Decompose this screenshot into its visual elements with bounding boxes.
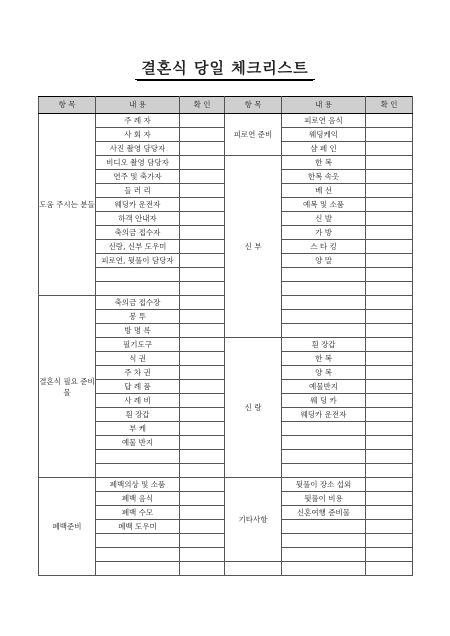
item-cell: 흰 장갑: [96, 408, 180, 422]
check-cell[interactable]: [366, 548, 413, 562]
check-cell[interactable]: [366, 268, 413, 282]
item-cell: [96, 534, 180, 548]
check-cell[interactable]: [366, 198, 413, 212]
check-cell[interactable]: [366, 492, 413, 506]
category-cell: 신 랑: [225, 338, 282, 478]
item-cell: 축의금 접수장: [96, 296, 180, 310]
item-cell: 샴 페 인: [282, 142, 366, 156]
item-cell: 웨 딩 카: [282, 394, 366, 408]
item-cell: 폐백의상 및 소품: [96, 478, 180, 492]
check-cell[interactable]: [366, 254, 413, 268]
check-cell[interactable]: [180, 128, 225, 142]
category-cell: 신 부: [225, 156, 282, 338]
item-cell: 폐백 수모: [96, 506, 180, 520]
item-cell: 방 명 록: [96, 324, 180, 338]
item-cell: 예복 및 소품: [282, 198, 366, 212]
check-cell[interactable]: [180, 534, 225, 548]
item-cell: 봉 투: [96, 310, 180, 324]
table-row: [39, 478, 413, 492]
item-cell: [282, 282, 366, 296]
item-cell: 스 타 킹: [282, 240, 366, 254]
category-cell: 피로연 준비: [225, 114, 282, 156]
empty-cell: [225, 562, 282, 576]
check-cell[interactable]: [180, 296, 225, 310]
check-cell[interactable]: [180, 142, 225, 156]
check-cell[interactable]: [366, 408, 413, 422]
table-row: [39, 114, 413, 128]
check-cell[interactable]: [180, 338, 225, 352]
item-cell: 뒷풀이 장소 섭외: [282, 478, 366, 492]
check-cell[interactable]: [366, 380, 413, 394]
item-cell: 하객 안내자: [96, 212, 180, 226]
item-cell: [282, 268, 366, 282]
check-cell[interactable]: [180, 380, 225, 394]
item-cell: [282, 534, 366, 548]
check-cell[interactable]: [366, 142, 413, 156]
item-cell: 신 발: [282, 212, 366, 226]
item-cell: 뒷풀이 비용: [282, 492, 366, 506]
item-cell: [96, 450, 180, 464]
check-cell[interactable]: [180, 422, 225, 436]
check-cell[interactable]: [180, 464, 225, 478]
check-cell[interactable]: [366, 170, 413, 184]
check-cell[interactable]: [180, 394, 225, 408]
check-cell[interactable]: [180, 156, 225, 170]
check-cell[interactable]: [180, 268, 225, 282]
check-cell[interactable]: [366, 352, 413, 366]
item-cell: [282, 310, 366, 324]
item-cell: 식 권: [96, 352, 180, 366]
item-cell: 한 복: [282, 352, 366, 366]
check-cell[interactable]: [180, 170, 225, 184]
check-cell[interactable]: [366, 324, 413, 338]
table-row: [39, 156, 413, 170]
check-cell[interactable]: [366, 506, 413, 520]
check-cell[interactable]: [366, 282, 413, 296]
check-cell[interactable]: [366, 534, 413, 548]
item-cell: [282, 450, 366, 464]
table-row: [39, 338, 413, 352]
check-cell[interactable]: [366, 520, 413, 534]
check-cell[interactable]: [180, 324, 225, 338]
check-cell[interactable]: [180, 506, 225, 520]
item-cell: 들 러 리: [96, 184, 180, 198]
check-cell[interactable]: [366, 450, 413, 464]
empty-cell: [282, 562, 366, 576]
check-cell[interactable]: [366, 296, 413, 310]
check-cell[interactable]: [180, 212, 225, 226]
check-cell[interactable]: [366, 478, 413, 492]
check-cell[interactable]: [180, 114, 225, 128]
header-cell: 내 용: [282, 97, 366, 114]
check-cell[interactable]: [366, 464, 413, 478]
item-cell: 사 회 자: [96, 128, 180, 142]
check-cell[interactable]: [180, 520, 225, 534]
check-cell[interactable]: [366, 422, 413, 436]
category-cell: 결혼식 필요 준비물: [39, 296, 96, 478]
check-cell[interactable]: [366, 366, 413, 380]
check-cell[interactable]: [180, 184, 225, 198]
check-cell[interactable]: [180, 408, 225, 422]
item-cell: 양 말: [282, 254, 366, 268]
check-cell[interactable]: [366, 212, 413, 226]
item-cell: 주 차 권: [96, 366, 180, 380]
header-cell: 확 인: [366, 97, 413, 114]
check-cell[interactable]: [180, 254, 225, 268]
empty-cell: [366, 562, 413, 576]
item-cell: [282, 296, 366, 310]
item-cell: 연주 및 축가자: [96, 170, 180, 184]
check-cell[interactable]: [180, 366, 225, 380]
item-cell: 부 케: [96, 422, 180, 436]
item-cell: 사진 촬영 담당자: [96, 142, 180, 156]
check-cell[interactable]: [366, 436, 413, 450]
item-cell: 필기도구: [96, 338, 180, 352]
check-cell[interactable]: [180, 436, 225, 450]
item-cell: 피로연, 뒷풀이 담당자: [96, 254, 180, 268]
check-cell[interactable]: [366, 128, 413, 142]
item-cell: [96, 548, 180, 562]
check-cell[interactable]: [180, 450, 225, 464]
item-cell: 웨딩카 운전자: [96, 198, 180, 212]
check-cell[interactable]: [180, 310, 225, 324]
item-cell: [282, 422, 366, 436]
check-cell[interactable]: [366, 394, 413, 408]
check-cell[interactable]: [366, 156, 413, 170]
header-cell: 확 인: [180, 97, 225, 114]
item-cell: [96, 268, 180, 282]
item-cell: 웨딩케익: [282, 128, 366, 142]
table-row: [39, 562, 413, 576]
item-cell: 한 복: [282, 156, 366, 170]
header-cell: 항 목: [225, 97, 282, 114]
item-cell: [96, 464, 180, 478]
header-cell: 내 용: [96, 97, 180, 114]
check-cell[interactable]: [180, 352, 225, 366]
item-cell: 답 례 품: [96, 380, 180, 394]
header-row: [39, 97, 413, 114]
check-cell[interactable]: [180, 198, 225, 212]
item-cell: 신혼여행 준비물: [282, 506, 366, 520]
check-cell[interactable]: [366, 338, 413, 352]
item-cell: 축의금 접수자: [96, 226, 180, 240]
item-cell: 폐백 음식: [96, 492, 180, 506]
check-cell[interactable]: [180, 478, 225, 492]
checklist-table: [38, 96, 413, 576]
item-cell: 피로연 음식: [282, 114, 366, 128]
item-cell: [282, 464, 366, 478]
header-cell: 항 목: [39, 97, 96, 114]
item-cell: 예물 반지: [96, 436, 180, 450]
item-cell: 신랑, 신부 도우미: [96, 240, 180, 254]
item-cell: 비디오 촬영 담당자: [96, 156, 180, 170]
item-cell: 양 복: [282, 366, 366, 380]
check-cell[interactable]: [180, 240, 225, 254]
item-cell: 한복 속옷: [282, 170, 366, 184]
check-cell[interactable]: [180, 562, 225, 576]
check-cell[interactable]: [180, 282, 225, 296]
item-cell: 폐백 도우미: [96, 520, 180, 534]
item-cell: 웨딩카 운전자: [282, 408, 366, 422]
item-cell: 흰 장갑: [282, 338, 366, 352]
item-cell: [96, 282, 180, 296]
check-cell[interactable]: [180, 226, 225, 240]
item-cell: 예물반지: [282, 380, 366, 394]
category-cell: 폐백준비: [39, 478, 96, 576]
category-cell: 도움 주시는 분들: [39, 114, 96, 296]
item-cell: [282, 520, 366, 534]
check-cell[interactable]: [366, 184, 413, 198]
item-cell: 가 방: [282, 226, 366, 240]
check-cell[interactable]: [366, 240, 413, 254]
check-cell[interactable]: [180, 548, 225, 562]
check-cell[interactable]: [366, 310, 413, 324]
check-cell[interactable]: [180, 492, 225, 506]
page-title: 결혼식 당일 체크리스트: [0, 57, 450, 78]
item-cell: 사 례 비: [96, 394, 180, 408]
check-cell[interactable]: [366, 226, 413, 240]
category-cell: 기타사항: [225, 478, 282, 562]
item-cell: 주 례 자: [96, 114, 180, 128]
check-cell[interactable]: [366, 114, 413, 128]
item-cell: [96, 562, 180, 576]
item-cell: [282, 324, 366, 338]
item-cell: 베 선: [282, 184, 366, 198]
item-cell: [282, 548, 366, 562]
item-cell: [282, 436, 366, 450]
